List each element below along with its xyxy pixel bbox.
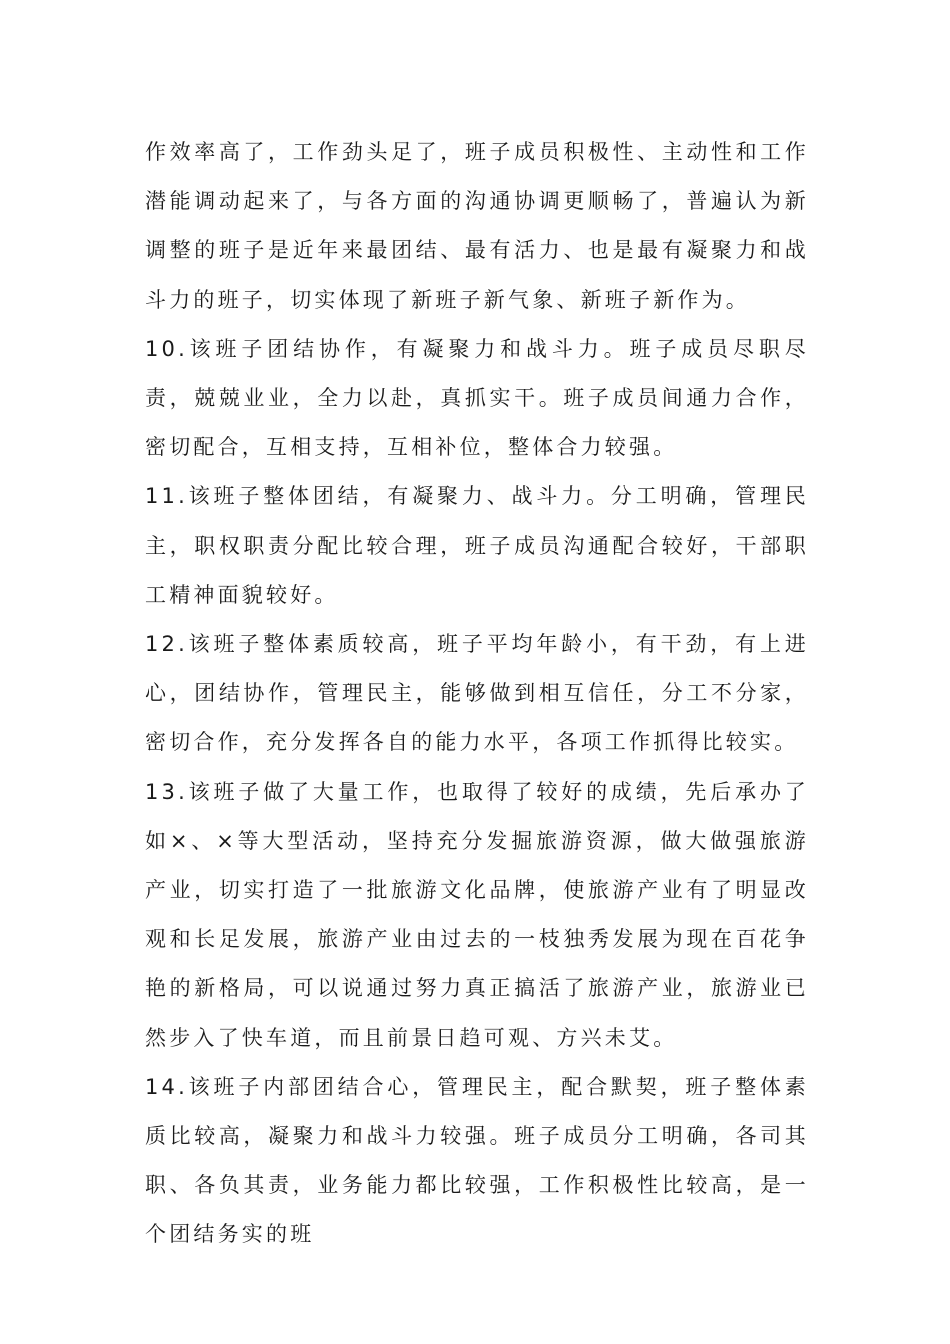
paragraph-item-14: 14.该班子内部团结合心，管理民主，配合默契，班子整体素质比较高，凝聚力和战斗力较强。班子成员分工明确，各司其职、各负其责，业务能力都比较强，工作积极性比较高，是一个团结务实的班: [145, 1074, 809, 1247]
paragraph-item-11: 11.该班子整体团结，有凝聚力、战斗力。分工明确，管理民主，职权职责分配比较合理，班子成员沟通配合较好，干部职工精神面貌较好。: [145, 484, 809, 607]
paragraph-item-13: 13.该班子做了大量工作，也取得了较好的成绩，先后承办了如×、×等大型活动，坚持充分发掘旅游资源，做大做强旅游产业，切实打造了一批旅游文化品牌，使旅游产业有了明显改观和长足发展，旅游产业由过去的一枝独秀发展为现在百花争艳的新格局，可以说通过努力真正搞活了旅游产业，旅游业已然步入了快车道，而且前景日趋可观、方兴未艾。: [145, 779, 809, 1050]
body-text: [145, 128, 809, 1260]
paragraph-item-10: 10.该班子团结协作，有凝聚力和战斗力。班子成员尽职尽责，兢兢业业，全力以赴，真抓实干。班子成员间通力合作，密切配合，互相支持，互相补位，整体合力较强。: [145, 336, 809, 460]
paragraph-continued: 作效率高了，工作劲头足了，班子成员积极性、主动性和工作潜能调动起来了，与各方面的沟通协调更顺畅了，普遍认为新调整的班子是近年来最团结、最有活力、也是最有凝聚力和战斗力的班子，切实体现了新班子新气象、新班子新作为。: [145, 140, 809, 312]
paragraph-item-12: 12.该班子整体素质较高，班子平均年龄小，有干劲，有上进心，团结协作，管理民主，能够做到相互信任，分工不分家，密切合作，充分发挥各自的能力水平，各项工作抓得比较实。: [145, 632, 809, 755]
